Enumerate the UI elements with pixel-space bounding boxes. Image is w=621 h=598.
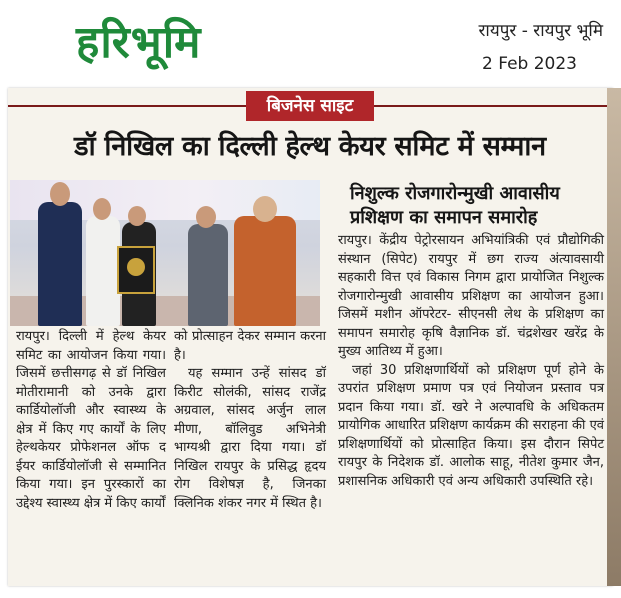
edition-label: रायपुर - रायपुर भूमि — [478, 21, 603, 41]
story1-paragraph: रायपुर। दिल्ली में हेल्थ केयर समिट का आयोजन किया गया। जिसमें छत्तीसगढ़ से डॉ निखिल मोतीरामानी को उनके द्वारा कार्डियोलॉजी और स्वास्थ्य के क्षेत्र में किए गए कार्यों के लिए हेल्थकेयर प्रोफेशनल ऑफ द ईयर कार्डियोलॉजी से सम्मानित किया गया। इन पुरस्कारों का उद्देश्य स्वास्थ्य क्षेत्र में किए कार्यों — [16, 329, 166, 511]
publication-date: 2 Feb 2023 — [482, 54, 577, 74]
story2-paragraph: जहां 30 प्रशिक्षणार्थियों को प्रशिक्षण पूर्ण होने के उपरांत प्रशिक्षण प्रमाण पत्र एवं नियोजन प्रस्ताव पत्र प्रदान किया गया। डॉ. खरे ने अल्पावधि के अधिकतम प्रायोगिक आधारित प्रशिक्षण कार्यक्रम की सराहना की एवं प्रशिक्षणार्थियों को प्रोत्साहित किया। इस दौरान सिपेट रायपुर के निदेशक डॉ. आलोक साहू, नीतेश कुमार जैन, प्रशासनिक अधिकारी एवं अन्य अधिकारी उपस्थिति रहे। — [338, 362, 604, 489]
award-ceremony-photo — [10, 180, 320, 326]
photo-head — [128, 206, 146, 226]
story1-paragraph: यह सम्मान उन्हें सांसद डॉ किरीट सोलंकी, सांसद राजेंद्र अग्रवाल, सांसद अर्जुन लाल मीणा, बॉलिवुड अभिनेत्री भाग्यश्री द्वारा दिया गया। डॉ निखिल रायपुर के प्रसिद्ध हृदय रोग विशेषज्ञ है, जिनका क्लिनिक शंकर नगर में स्थित है। — [174, 366, 326, 511]
story1-column1 — [16, 328, 166, 513]
second-story-headline: निशुल्क रोजगारोन्मुखी आवासीय प्रशिक्षण का समापन समारोह — [350, 183, 560, 228]
story1-paragraph: को प्रोत्साहन देकर सम्मान करना है। — [174, 329, 326, 363]
main-headline: डॉ निखिल का दिल्ली हेल्थ केयर समिट में सम्मान — [74, 131, 546, 162]
photo-head — [253, 196, 277, 222]
masthead — [0, 0, 621, 86]
photo-head — [50, 182, 70, 206]
photo-person — [86, 216, 120, 326]
photo-head — [196, 206, 216, 228]
photo-person — [234, 216, 296, 326]
newspaper-logo: हरिभूमि — [76, 17, 202, 68]
page-edge — [607, 88, 621, 586]
award-plaque — [117, 246, 155, 294]
story2-column — [338, 232, 604, 491]
newspaper-clipping — [8, 88, 613, 586]
section-label: बिजनेस साइट — [246, 91, 374, 121]
plaque-emblem — [127, 258, 145, 276]
photo-head — [93, 198, 111, 220]
story2-paragraph: रायपुर। केंद्रीय पेट्रोरसायन अभियांत्रिकी एवं प्रौद्योगिकी संस्थान (सिपेट) रायपुर में छग राज्य अंत्यावसायी सहकारी वित्त एवं विकास निगम द्वारा प्रायोजित निशुल्क रोजगारोन्मुखी आवासीय प्रशिक्षण का आयोजन हुआ। जिसमें मशीन ऑपरेटर- सीएनसी लेथ के प्रशिक्षण का समापन समारोह कृषि वैज्ञानिक डॉ. चंद्रशेखर खरेंद्र के मुख्य आतिथ्य में हुआ। — [338, 233, 604, 359]
story1-column2 — [174, 328, 326, 513]
section-band — [8, 91, 613, 121]
photo-person — [188, 224, 228, 326]
photo-person — [38, 202, 82, 326]
